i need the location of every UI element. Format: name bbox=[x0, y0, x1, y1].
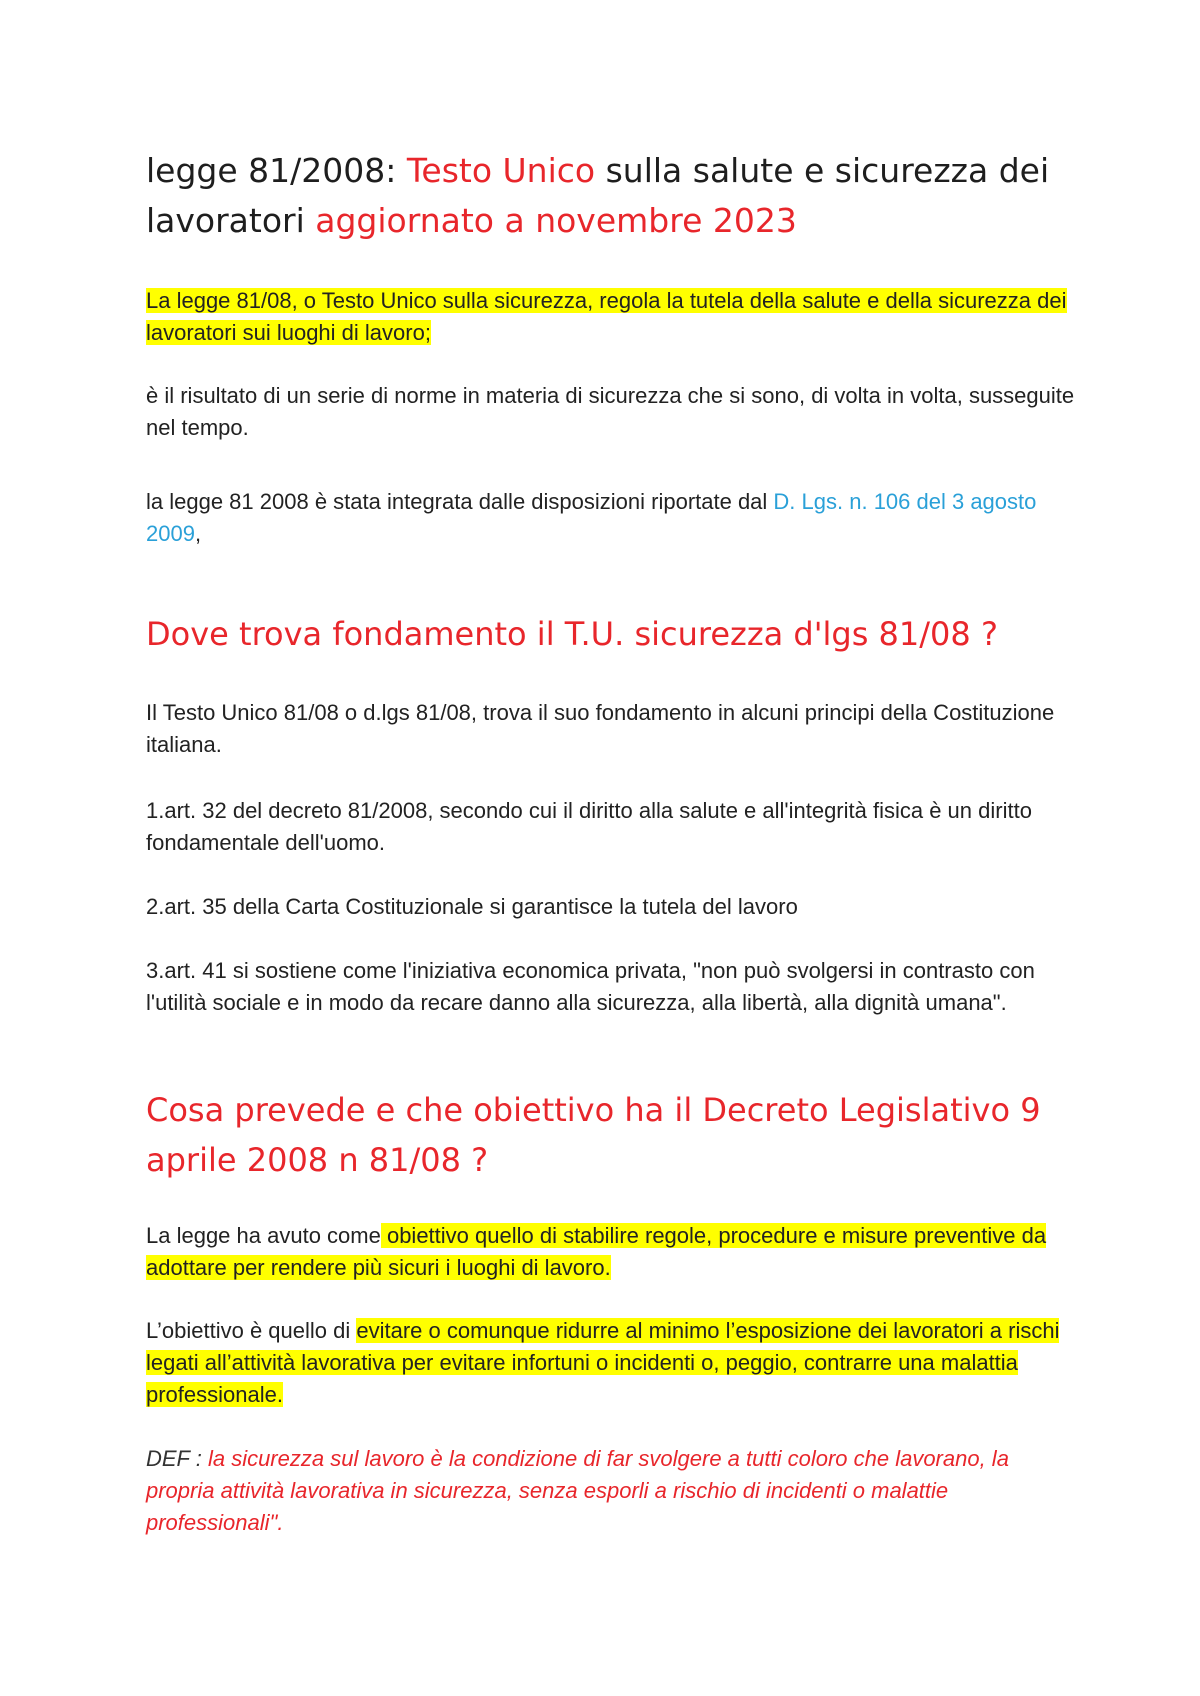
article-35-item: 2.art. 35 della Carta Costituzionale si garantisce la tutela del lavoro bbox=[146, 894, 798, 919]
definition-text: la sicurezza sul lavoro è la condizione di far svolgere a tutti coloro che lavorano, la propria attività lavorativa in sicurezza, senza esporli a rischio di incidenti o malattie professionali". bbox=[146, 1446, 1009, 1535]
title-part-1: legge 81/2008: bbox=[146, 151, 407, 190]
intro-highlight: La legge 81/08, o Testo Unico sulla sicurezza, regola la tutela della salute e della sicurezza dei lavoratori sui luoghi di lavoro; bbox=[146, 288, 1067, 345]
section1-heading: Dove trova fondamento il T.U. sicurezza d'lgs 81/08 ? bbox=[146, 615, 998, 653]
definition-paragraph bbox=[146, 1443, 1076, 1539]
aim-text: L’obiettivo è quello di bbox=[146, 1318, 357, 1343]
integration-text: la legge 81 2008 è stata integrata dalle disposizioni riportate dal bbox=[146, 489, 774, 514]
goal-highlight: obiettivo quello di stabilire regole, procedure e misure preventive da adottare per rendere più sicuri i luoghi di lavoro. bbox=[146, 1223, 1047, 1280]
decree-link[interactable]: D. Lgs. n. 106 del 3 agosto 2009 bbox=[146, 489, 1037, 546]
section2-heading: Cosa prevede e che obiettivo ha il Decreto Legislativo 9 aprile 2008 n 81/08 ? bbox=[146, 1091, 1041, 1179]
aim-paragraph bbox=[146, 1315, 1076, 1411]
title-part-2: Testo Unico bbox=[406, 151, 596, 190]
definition-label: DEF : bbox=[146, 1446, 208, 1471]
goal-paragraph bbox=[146, 1220, 1076, 1284]
integration-end: , bbox=[194, 521, 202, 546]
aim-highlight: evitare o comunque ridurre al minimo l’esposizione dei lavoratori a rischi legati all’attività lavorativa per evitare infortuni o incidenti o, peggio, contrarre una malattia professionale. bbox=[146, 1318, 1060, 1407]
article-41-item: 3.art. 41 si sostiene come l'iniziativa economica privata, "non può svolgersi in contrasto con l'utilità sociale e in modo da recare danno alla sicurezza, alla libertà, alla dignità umana". bbox=[146, 958, 1035, 1015]
integration-paragraph bbox=[146, 486, 1076, 550]
intro-paragraph bbox=[146, 285, 1076, 349]
title-part-3: sulla salute e sicurezza dei lavoratori bbox=[146, 151, 1050, 240]
goal-text: La legge ha avuto come bbox=[146, 1223, 381, 1248]
result-paragraph: è il risultato di un serie di norme in materia di sicurezza che si sono, di volta in volta, susseguite nel tempo. bbox=[146, 383, 1075, 440]
document-title bbox=[146, 146, 1076, 246]
article-32-item: 1.art. 32 del decreto 81/2008, secondo cui il diritto alla salute e all'integrità fisica è un diritto fondamentale dell'uomo. bbox=[146, 798, 1032, 855]
title-part-4: aggiornato a novembre 2023 bbox=[315, 201, 797, 240]
section1-intro: Il Testo Unico 81/08 o d.lgs 81/08, trova il suo fondamento in alcuni principi della Costituzione italiana. bbox=[146, 700, 1055, 757]
